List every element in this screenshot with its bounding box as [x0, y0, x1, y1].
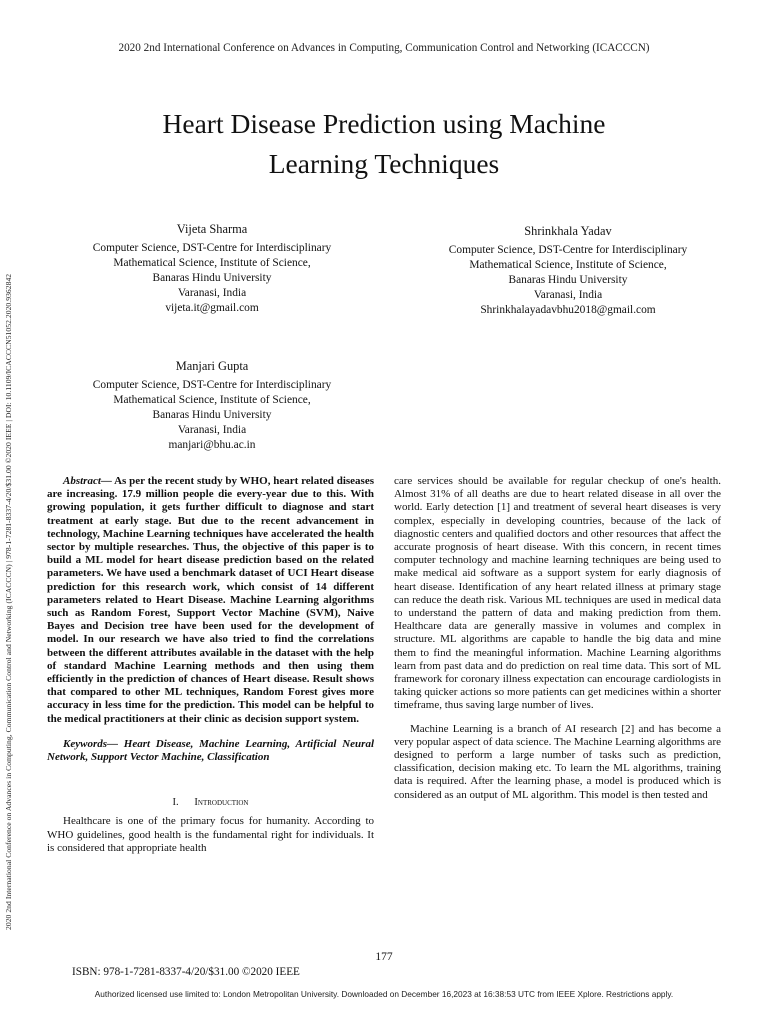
author-affiliation: Mathematical Science, Institute of Science, [113, 257, 311, 270]
author-affiliation: Banaras Hindu University [152, 272, 272, 285]
author-affiliation: Banaras Hindu University [508, 274, 628, 287]
body-paragraph: care services should be available for regular checkup of one's health. Almost 31% of all deaths are due to heart related disease in all over the world. Early detection [1] and treatment of several heart diseases is very complex, especially in developing countries, because of the lack of diagnostic centers and qualified doctors and other resources that affect the accurate prognosis of heart disease. With this concern, in recent times computer technology and machine learning techniques are being used to make medical aid software as a support system for early diagnosis of heart disease. Identification of any heart related illness at primary stage can reduce the death risk. Various ML techniques are used in medical data to understand the pattern of data and making prediction from them. Healthcare data are generally massive in volumes and complex in structure. ML algorithms are capable to handle the big data and mine them to find the meaningful information. Machine Learning algorithms learn from past data and do prediction on real time data. This sort of ML framework for coronary illness expectation can encourage cardiologists in taking quicker actions so more patients can get medicines within a shorter timeframe, thus saving large number of lives. [394, 475, 721, 712]
abstract-label: Abstract— [63, 475, 112, 487]
author-affiliation: Varanasi, India [533, 289, 603, 302]
author-email: manjari@bhu.ac.in [168, 439, 256, 452]
right-column [394, 475, 721, 802]
paper-title [84, 104, 684, 184]
keywords-text: Heart Disease, Machine Learning, Artificial Neural Network, Support Vector Machine, Classification [47, 737, 374, 764]
author-affiliation: Computer Science, DST-Centre for Interdisciplinary [448, 244, 688, 257]
keywords-label: Keywords— [63, 737, 118, 750]
author-email: Shrinkhalayadavbhu2018@gmail.com [480, 304, 656, 317]
author-block-3 [62, 359, 362, 454]
title-line-2: Learning Techniques [268, 148, 500, 179]
author-affiliation: Computer Science, DST-Centre for Interdisciplinary [92, 379, 332, 392]
author-name: Shrinkhala Yadav [524, 224, 612, 238]
section-heading-introduction [47, 796, 374, 809]
author-affiliation: Mathematical Science, Institute of Science, [469, 259, 667, 272]
author-block-1 [62, 222, 362, 317]
author-affiliation: Computer Science, DST-Centre for Interdisciplinary [92, 242, 332, 255]
intro-paragraph: Healthcare is one of the primary focus for humanity. According to WHO guidelines, good health is the fundamental right for individuals. It is considered that appropriate health [47, 815, 374, 854]
abstract [47, 475, 374, 726]
author-email: vijeta.it@gmail.com [165, 302, 259, 315]
author-affiliation: Mathematical Science, Institute of Science, [113, 394, 311, 407]
abstract-text: As per the recent study by WHO, heart related diseases are increasing. 17.9 million people die every-year due to this. With growing population, it gets further difficult to diagnose and start treatment at early stage. But due to the recent advancement in technology, Machine Learning techniques have accelerated the health sector by multiple researches. Thus, the objective of this paper is to build a ML model for heart disease prediction based on the related parameters. We have used a benchmark dataset of UCI Heart disease prediction for this research work, which consist of 14 different parameters related to Heart Disease. Machine Learning algorithms such as Random Forest, Support Vector Machine (SVM), Naive Bayes and Decision tree have been used for the development of model. In our research we have also tried to find the correlations between the different attributes available in the dataset with the help of standard Machine Learning methods and then using them efficiently in the prediction of chances of Heart disease. Result shows that compared to other ML techniques, Random Forest gives more accuracy in less time for the prediction. This model can be helpful to the medical practitioners at their clinic as decision support system. [47, 475, 374, 725]
isbn-footer: ISBN: 978-1-7281-8337-4/20/$31.00 ©2020 IEEE [72, 966, 300, 978]
title-line-1: Heart Disease Prediction using Machine [162, 108, 606, 139]
author-affiliation: Varanasi, India [177, 424, 247, 437]
author-name: Manjari Gupta [175, 359, 249, 373]
page-number: 177 [375, 951, 393, 963]
keywords [47, 738, 374, 764]
author-name: Vijeta Sharma [176, 222, 248, 236]
section-number: I. [172, 797, 179, 809]
section-title: Introduction [194, 797, 249, 809]
author-affiliation: Banaras Hindu University [152, 409, 272, 422]
side-doi-note: 2020 2nd International Conference on Advances in Computing, Communication Control and Networking (ICACCCN) | 978-1-7281-8337-4/20/$31.00 ©2020 IEEE | DOI: 10.1109/ICACCCN51052.2020.9362842 [4, 273, 13, 930]
authorized-use-note: Authorized licensed use limited to: London Metropolitan University. Downloaded on December 16,2023 at 16:38:53 UTC from IEEE Xplore. Restrictions apply. [94, 989, 674, 999]
left-column [47, 475, 374, 855]
author-affiliation: Varanasi, India [177, 287, 247, 300]
body-paragraph: Machine Learning is a branch of AI research [2] and has become a very popular aspect of data science. The Machine Learning algorithms are designed to perform a large number of tasks such as prediction, classification, decision making etc. To learn the ML algorithms, training data is required. After the learning phase, a model is produced which is considered as an output of ML algorithm. This model is then tested and [394, 722, 721, 801]
conference-header: 2020 2nd International Conference on Advances in Computing, Communication Control and Networking (ICACCCN) [118, 42, 650, 54]
author-block-2 [418, 224, 718, 319]
